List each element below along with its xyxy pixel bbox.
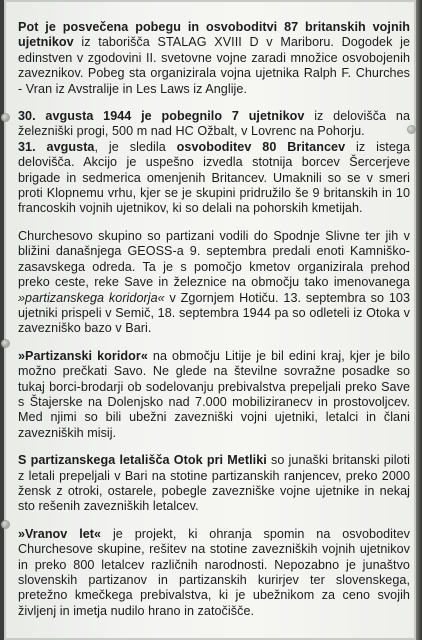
paragraph-otok-airfield: S partizanskega letališča Otok pri Metliki so junaški britanski piloti z letali prepeljali v Bari na stotine partizanskih ranjencev, preko 2000 žensk z otroki, ostarele, pobegle zavezniške vojne ujetnike in nekaj sto rešenih zavezniških letalcev.: [18, 453, 410, 514]
paragraph-churches-group: Churchesovo skupino so partizani vodili do Spodnje Slivne ter jih v bližini današnjega GEOSS-a 9. septembra predali enoti Kamniško-zasavskega odreda. Ta je s pomočjo kmetov organizirala prehod preko ceste, reke Save in železnice na območju tako imenovanega »partizanskega koridorja« v Zgornjem Hotiču. 13. septembra so 103 ujetniki prispeli v Semič, 18. septembra 1944 pa so odleteli iz Otoka v zavezniško bazo v Bari.: [18, 228, 410, 336]
paragraph-august-31: 31. avgusta, je sledila osvoboditev 80 Britancev iz istega delovišča. Akcijo je uspešno izvedla stotnija borcev Šercerjeve brigade in sedmerica omenjenih Britancev. Umaknili so se v smeri proti Klopnemu vrhu, kjer se je skupini pridružilo še 9 britanskih in 10 francoskih vojnih ujetnikov, ki so delali na pohorskih kmetijah.: [18, 139, 410, 216]
paragraph-escape-intro: Pot je posvečena pobegu in osvoboditvi 87 britanskih vojnih ujetnikov iz taborišča STALAG XVIII D v Mariboru. Dogodek je edinstven v zgodovini II. svetovne vojne zaradi množice osvobojenih zaveznikov. Pobeg sta organizirala vojna ujetnika Ralph F. Churches - Vran iz Avstralije in Les Laws iz Anglije.: [18, 20, 410, 96]
sign-frame-edge: [416, 0, 422, 640]
sign-text: [18, 20, 410, 631]
screw-icon: [2, 114, 9, 121]
screw-icon: [2, 521, 9, 528]
paragraph-august-30: 30. avgusta 1944 je pobegnilo 7 ujetnikov iz delovišča na železniški progi, 500 m nad HC Ožbalt, v Lovrenc na Pohorju.: [18, 109, 410, 139]
paragraph-vranov-let: »Vranov let« je projekt, ki ohranja spomin na osvoboditev Churchesove skupine, rešitev na stotine zavezniških vojnih ujetnikov in preko 800 letalcev različnih narodnosti. Nepozabno je junaštvo slovenskih partizanov in partizanskih kurirjev ter slovenskega, pretežno kmečkega prebivalstva, ki je ubežnikom za ceno svojih življenj in imetja nudilo hrano in zatočišče.: [18, 526, 410, 618]
paragraph-partisan-corridor: »Partizanski koridor« na območju Litije je bil edini kraj, kjer je bilo možno prečkati Savo. Ne glede na številne sovražne posadke so tukaj borci-brodarji ob sodelovanju prebivalstva prepeljali preko Save s Štajerske na Dolenjsko nad 7.000 mobiliziranecv in prostovoljcev. Med njimi so bili ubežni zavezniški vojni ujetniki, letalci in člani zavezniških misij.: [18, 348, 410, 440]
screw-icon: [2, 340, 9, 347]
